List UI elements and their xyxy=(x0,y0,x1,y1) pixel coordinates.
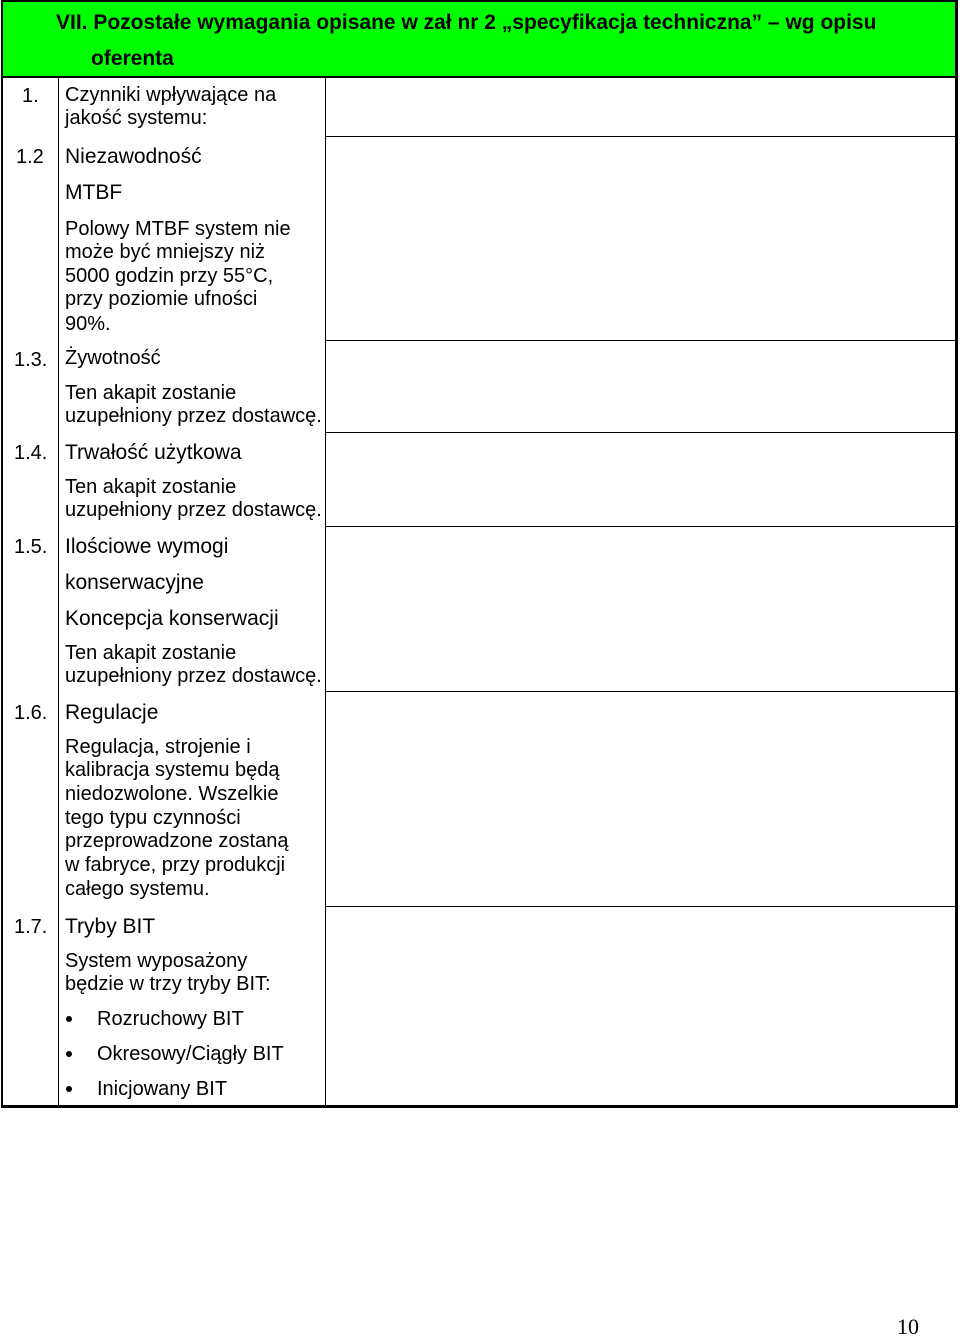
table-border-left xyxy=(1,0,3,1108)
row-text: kalibracja systemu będą xyxy=(65,759,280,781)
header-title-line2: oferenta xyxy=(91,47,174,70)
row-text: 90%. xyxy=(65,313,111,335)
row-text: całego systemu. xyxy=(65,878,210,900)
row-title: Trwałość użytkowa xyxy=(65,441,242,464)
row-text: Ten akapit zostanie xyxy=(65,476,237,498)
row-text: uzupełniony przez dostawcę. xyxy=(65,665,322,687)
row-text: w fabryce, przy produkcji xyxy=(65,854,286,876)
row-number: 1.7. xyxy=(14,916,48,938)
row-text: uzupełniony przez dostawcę. xyxy=(65,405,322,427)
row-title: Regulacje xyxy=(65,701,159,724)
header-divider xyxy=(1,76,958,78)
row-divider xyxy=(325,432,956,433)
row-title: Tryby BIT xyxy=(65,915,156,938)
row-divider xyxy=(325,906,956,907)
row-number: 1.6. xyxy=(14,702,48,724)
row-title: Ilościowe wymogi xyxy=(65,535,229,558)
row-text: Czynniki wpływające na xyxy=(65,84,277,106)
row-title: konserwacyjne xyxy=(65,571,204,594)
row-number: 1.4. xyxy=(14,442,48,464)
row-text: uzupełniony przez dostawcę. xyxy=(65,499,322,521)
row-divider xyxy=(325,526,956,527)
row-text: jakość systemu: xyxy=(65,107,208,129)
row-subtitle: Koncepcja konserwacji xyxy=(65,607,279,630)
list-item: Inicjowany BIT xyxy=(97,1078,228,1100)
table-border-bottom xyxy=(1,1105,958,1108)
header-title-line1: VII. Pozostałe wymagania opisane w zał nr 2 „specyfikacja techniczna” – wg opisu xyxy=(56,11,877,34)
row-text: 5000 godzin przy 55°C, xyxy=(65,265,274,287)
row-text: Ten akapit zostanie xyxy=(65,382,237,404)
row-text: Ten akapit zostanie xyxy=(65,642,237,664)
row-text: przeprowadzone zostaną xyxy=(65,830,289,852)
table-border-top xyxy=(1,0,958,2)
col-divider-content xyxy=(325,78,326,1106)
row-number: 1.3. xyxy=(14,349,48,371)
bullet-icon xyxy=(66,1086,72,1092)
row-text: będzie w trzy tryby BIT: xyxy=(65,973,271,995)
col-divider-num xyxy=(58,78,59,1106)
row-text: tego typu czynności xyxy=(65,807,241,829)
row-number: 1.2 xyxy=(16,146,44,168)
table-border-right xyxy=(955,0,958,1108)
row-divider xyxy=(325,340,956,341)
bullet-icon xyxy=(66,1051,72,1057)
row-title: Niezawodność xyxy=(65,145,202,168)
row-text: przy poziomie ufności xyxy=(65,288,258,310)
row-title: Żywotność xyxy=(65,347,161,369)
row-text: może być mniejszy niż xyxy=(65,241,266,263)
row-text: Polowy MTBF system nie xyxy=(65,218,291,240)
row-text: System wyposażony xyxy=(65,950,248,972)
row-divider xyxy=(325,691,956,692)
row-text: niedozwolone. Wszelkie xyxy=(65,783,279,805)
list-item: Okresowy/Ciągły BIT xyxy=(97,1043,284,1065)
bullet-icon xyxy=(66,1016,72,1022)
row-number: 1. xyxy=(22,85,39,107)
page-number: 10 xyxy=(897,1314,919,1339)
list-item: Rozruchowy BIT xyxy=(97,1008,244,1030)
row-divider xyxy=(325,136,956,137)
row-text: Regulacja, strojenie i xyxy=(65,736,251,758)
row-subtitle: MTBF xyxy=(65,181,123,204)
row-number: 1.5. xyxy=(14,536,48,558)
